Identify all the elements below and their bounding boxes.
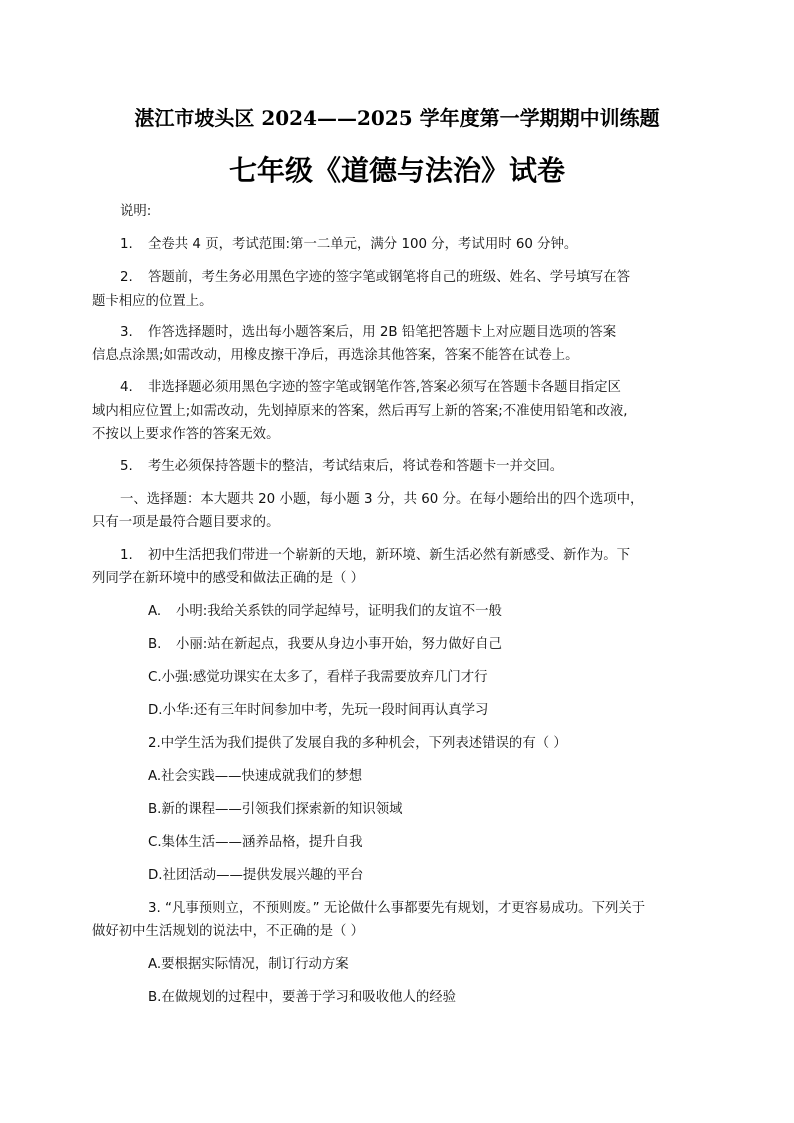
option-text: 小丽:站在新起点，我要从身边小事开始，努力做好自己: [176, 637, 502, 652]
instruction-item-4-cont2: 不按以上要求作答的答案无效。: [92, 427, 280, 442]
instruction-text: 作答选择题时，选出每小题答案后，用 2B 铅笔把答题卡上对应题目选项的答案: [148, 325, 617, 340]
q1-option-d: D.小华:还有三年时间参加中考，先玩一段时间再认真学习: [148, 703, 489, 718]
option-text: 小明:我给关系铁的同学起绰号，证明我们的友谊不一般: [176, 604, 502, 619]
instruction-text: 非选择题必须用黑色字迹的签字笔或钢笔作答,答案必须写在答题卡各题目指定区: [148, 380, 621, 395]
option-label: A.: [148, 604, 162, 619]
exam-title-line1: 湛江市坡头区 2024——2025 学年度第一学期期中训练题: [134, 106, 660, 130]
q1-option-a: [148, 602, 708, 622]
instruction-item-2: [120, 268, 680, 288]
q1-option-c: C.小强:感觉功课实在太多了，看样子我需要放弃几门才行: [148, 670, 488, 685]
section1-heading: 一、选择题：本大题共 20 小题，每小题 3 分，共 60 分。在每小题给出的四个选项中，: [120, 492, 644, 507]
instruction-text: 全卷共 4 页，考试范围:第一二单元，满分 100 分，考试用时 60 分钟。: [148, 237, 578, 252]
instruction-item-4: [120, 378, 680, 398]
q2-option-d: D.社团活动——提供发展兴趣的平台: [148, 868, 364, 883]
instruction-item-3-cont: 信息点涂黑;如需改动，用橡皮擦干净后，再选涂其他答案，答案不能答在试卷上。: [92, 348, 579, 363]
section1-heading-cont: 只有一项是最符合题目要求的。: [92, 515, 280, 530]
option-label: B.: [148, 637, 162, 652]
question-text: 初中生活把我们带进一个崭新的天地，新环境、新生活必然有新感受、新作为。下: [148, 548, 631, 563]
q2-option-b: B.新的课程——引领我们探索新的知识领域: [148, 802, 403, 817]
instruction-number: 4.: [120, 380, 133, 395]
instruction-number: 3.: [120, 325, 133, 340]
instruction-item-5: [120, 457, 680, 477]
instructions-heading: 说明:: [120, 204, 152, 219]
question-1-cont: 列同学在新环境中的感受和做法正确的是（ ）: [92, 571, 365, 586]
q3-option-a: A.要根据实际情况，制订行动方案: [148, 957, 349, 972]
question-1: [120, 546, 680, 566]
q3-option-b: B.在做规划的过程中，要善于学习和吸收他人的经验: [148, 990, 457, 1005]
question-2: 2.中学生活为我们提供了发展自我的多种机会，下列表述错误的有（ ）: [148, 736, 567, 751]
instruction-text: 答题前，考生务必用黑色字迹的签字笔或钢笔将自己的班级、姓名、学号填写在答: [148, 270, 631, 285]
question-number: 1.: [120, 548, 133, 563]
instruction-number: 5.: [120, 459, 133, 474]
instruction-item-2-cont: 题卡相应的位置上。: [92, 294, 213, 309]
instruction-item-3: [120, 323, 680, 343]
question-3: 3. “凡事预则立，不预则废。” 无论做什么事都要先有规划，才更容易成功。下列关于: [148, 901, 646, 916]
instruction-item-1: [120, 235, 680, 255]
q2-option-c: C.集体生活——涵养品格，提升自我: [148, 835, 363, 850]
q1-option-b: [148, 635, 708, 655]
instruction-text: 考生必须保持答题卡的整洁，考试结束后，将试卷和答题卡一并交回。: [148, 459, 564, 474]
exam-title-line2: 七年级《道德与法治》试卷: [228, 154, 565, 187]
q2-option-a: A.社会实践——快速成就我们的梦想: [148, 769, 363, 784]
instruction-number: 1.: [120, 237, 133, 252]
question-3-cont: 做好初中生活规划的说法中，不正确的是（ ）: [92, 924, 365, 939]
instruction-number: 2.: [120, 270, 133, 285]
instruction-item-4-cont1: 域内相应位置上;如需改动，先划掉原来的答案，然后再写上新的答案;不准使用铅笔和改液,: [92, 404, 628, 419]
